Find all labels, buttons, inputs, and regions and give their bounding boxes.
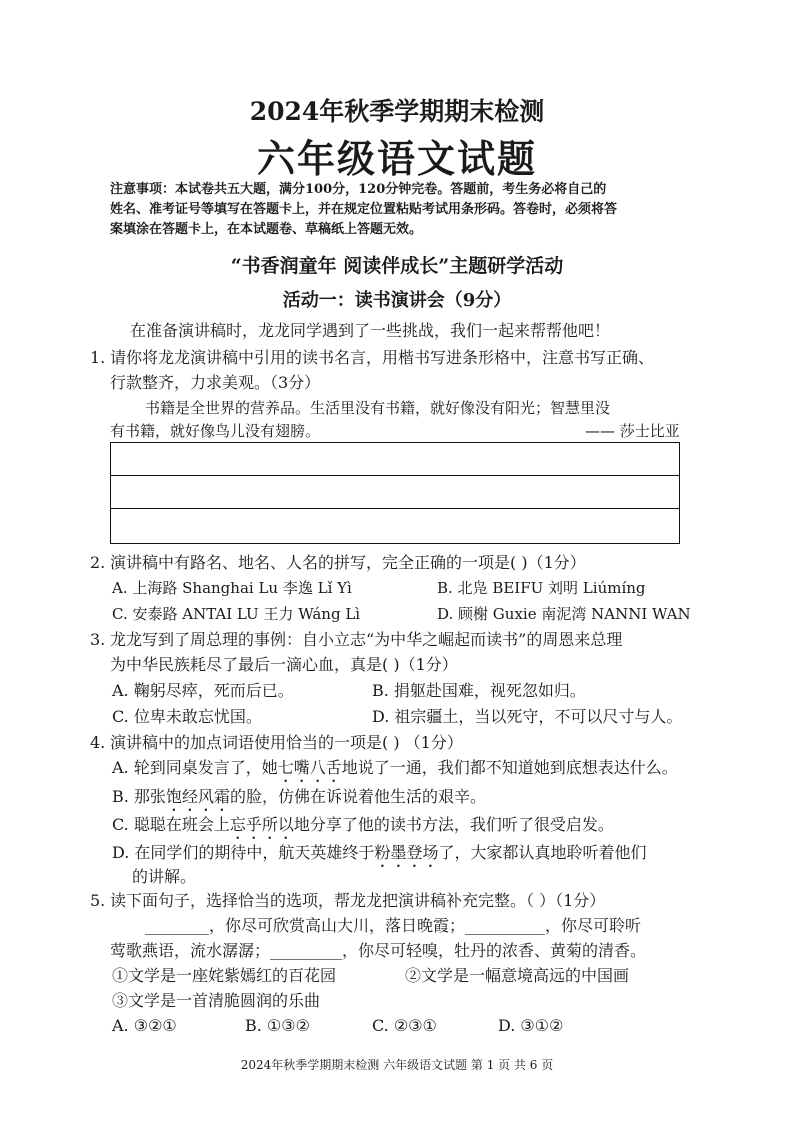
- option-a: A. 轮到同桌发言了，她七嘴八舌地说了一通，我们都不知道她到底想表达什么。: [112, 758, 678, 777]
- option-b: B. 那张饱经风霜的脸，仿佛在诉说着他生活的艰辛。: [112, 787, 486, 806]
- option-d: D. 祖宗疆土，当以死守，不可以尺寸与人。: [372, 707, 683, 726]
- option-b: B. ①③②: [245, 1016, 310, 1035]
- question-number: 5.: [90, 891, 106, 910]
- theme-title: “书香润童年 阅读伴成长”主题研学活动: [230, 255, 564, 277]
- question-2-stem: 演讲稿中有路名、地名、人名的拼写，完全正确的一项是( )（1分）: [110, 553, 586, 572]
- option-c: C. 位卑未敢忘忧国。: [112, 707, 262, 726]
- option-d-cont: 的讲解。: [132, 867, 197, 886]
- question-number: 1.: [90, 348, 106, 367]
- option-d: D. 在同学们的期待中，航天英雄终于粉墨登场了，大家都认真地聆听着他们: [112, 843, 647, 862]
- question-5-sentence: ________，你尽可欣赏高山大川，落日晚霞；__________，你尽可聆听: [145, 916, 642, 935]
- writing-row[interactable]: [111, 476, 679, 509]
- writing-row[interactable]: [111, 509, 679, 542]
- choice-item-1: ①文学是一座姹紫嫣红的百花园: [112, 966, 337, 985]
- option-b: B. 捐躯赴国难，视死忽如归。: [372, 681, 586, 700]
- writing-grid[interactable]: [110, 442, 680, 544]
- question-3-stem: 龙龙写到了周总理的事例：自小立志“为中华之崛起而读书”的周恩来总理: [110, 630, 623, 649]
- question-4-stem: 演讲稿中的加点词语使用恰当的一项是( ) （1分）: [110, 733, 463, 752]
- question-3-stem-cont: 为中华民族耗尽了最后一滴心血，真是( )（1分）: [110, 655, 458, 674]
- quote-text-cont: 有书籍，就好像鸟儿没有翅膀。: [110, 422, 321, 440]
- dotted-word: 粉墨登场: [374, 843, 439, 862]
- dotted-word: 忘乎所以: [229, 815, 294, 834]
- question-number: 3.: [90, 630, 106, 649]
- term-title: 2024年秋季学期期末检测: [249, 97, 545, 126]
- option-d: D. ③①②: [498, 1016, 564, 1035]
- question-5-stem: 读下面句子，选择恰当的选项，帮龙龙把演讲稿补充完整。（ ）（1分）: [110, 891, 606, 910]
- quote-author: —— 莎士比亚: [585, 422, 680, 440]
- dotted-word: 饱经风霜: [165, 787, 230, 806]
- question-1-stem-cont: 行款整齐，力求美观。（3分）: [110, 373, 321, 392]
- activity-title: 活动一：读书演讲会（9分）: [282, 290, 512, 311]
- option-b: B. 北凫 BEIFU 刘明 Liúmíng: [437, 579, 646, 597]
- option-a: A. ③②①: [112, 1016, 177, 1035]
- notice-line: 注意事项：本试卷共五大题，满分100分，120分钟完卷。答题前，考生务必将自己的: [110, 182, 607, 197]
- activity-intro: 在准备演讲稿时，龙龙同学遇到了一些挑战，我们一起来帮帮他吧！: [130, 321, 611, 340]
- question-1-stem: 请你将龙龙演讲稿中引用的读书名言，用楷书写进条形格中，注意书写正确、: [110, 348, 655, 367]
- writing-row[interactable]: [111, 443, 679, 476]
- question-5-sentence-cont: 莺歌燕语，流水潺潺；_________，你尽可轻嗅，牡丹的浓香、黄菊的清香。: [110, 941, 647, 960]
- option-d: D. 顾榭 Guxie 南泥湾 NANNI WAN: [437, 605, 691, 623]
- notice-line: 案填涂在答题卡上，在本试题卷、草稿纸上答题无效。: [110, 222, 423, 237]
- question-number: 2.: [90, 553, 106, 572]
- option-c: C. ②③①: [372, 1016, 437, 1035]
- page-footer: 2024年秋季学期期末检测 六年级语文试题 第 1 页 共 6 页: [240, 1058, 554, 1072]
- notice-line: 姓名、准考证号等填写在答题卡上，并在规定位置粘贴考试用条形码。答卷时，必须将答: [110, 202, 618, 217]
- option-c: C. 安泰路 ANTAI LU 王力 Wáng Lì: [112, 605, 361, 623]
- question-number: 4.: [90, 733, 106, 752]
- option-a: A. 上海路 Shanghai Lu 李逸 Lǐ Yì: [112, 579, 352, 597]
- option-a: A. 鞠躬尽瘁，死而后已。: [112, 681, 294, 700]
- quote-text: 书籍是全世界的营养品。生活里没有书籍，就好像没有阳光；智慧里没: [145, 399, 611, 417]
- notice-block: [110, 180, 710, 240]
- choice-item-2: ②文学是一幅意境高远的中国画: [405, 966, 630, 985]
- dotted-word: 七嘴八舌: [277, 758, 342, 777]
- option-c: C. 聪聪在班会上忘乎所以地分享了他的读书方法，我们听了很受启发。: [112, 815, 614, 834]
- subject-title: 六年级语文试题: [256, 136, 537, 181]
- choice-item-3: ③文学是一首清脆圆润的乐曲: [112, 991, 321, 1010]
